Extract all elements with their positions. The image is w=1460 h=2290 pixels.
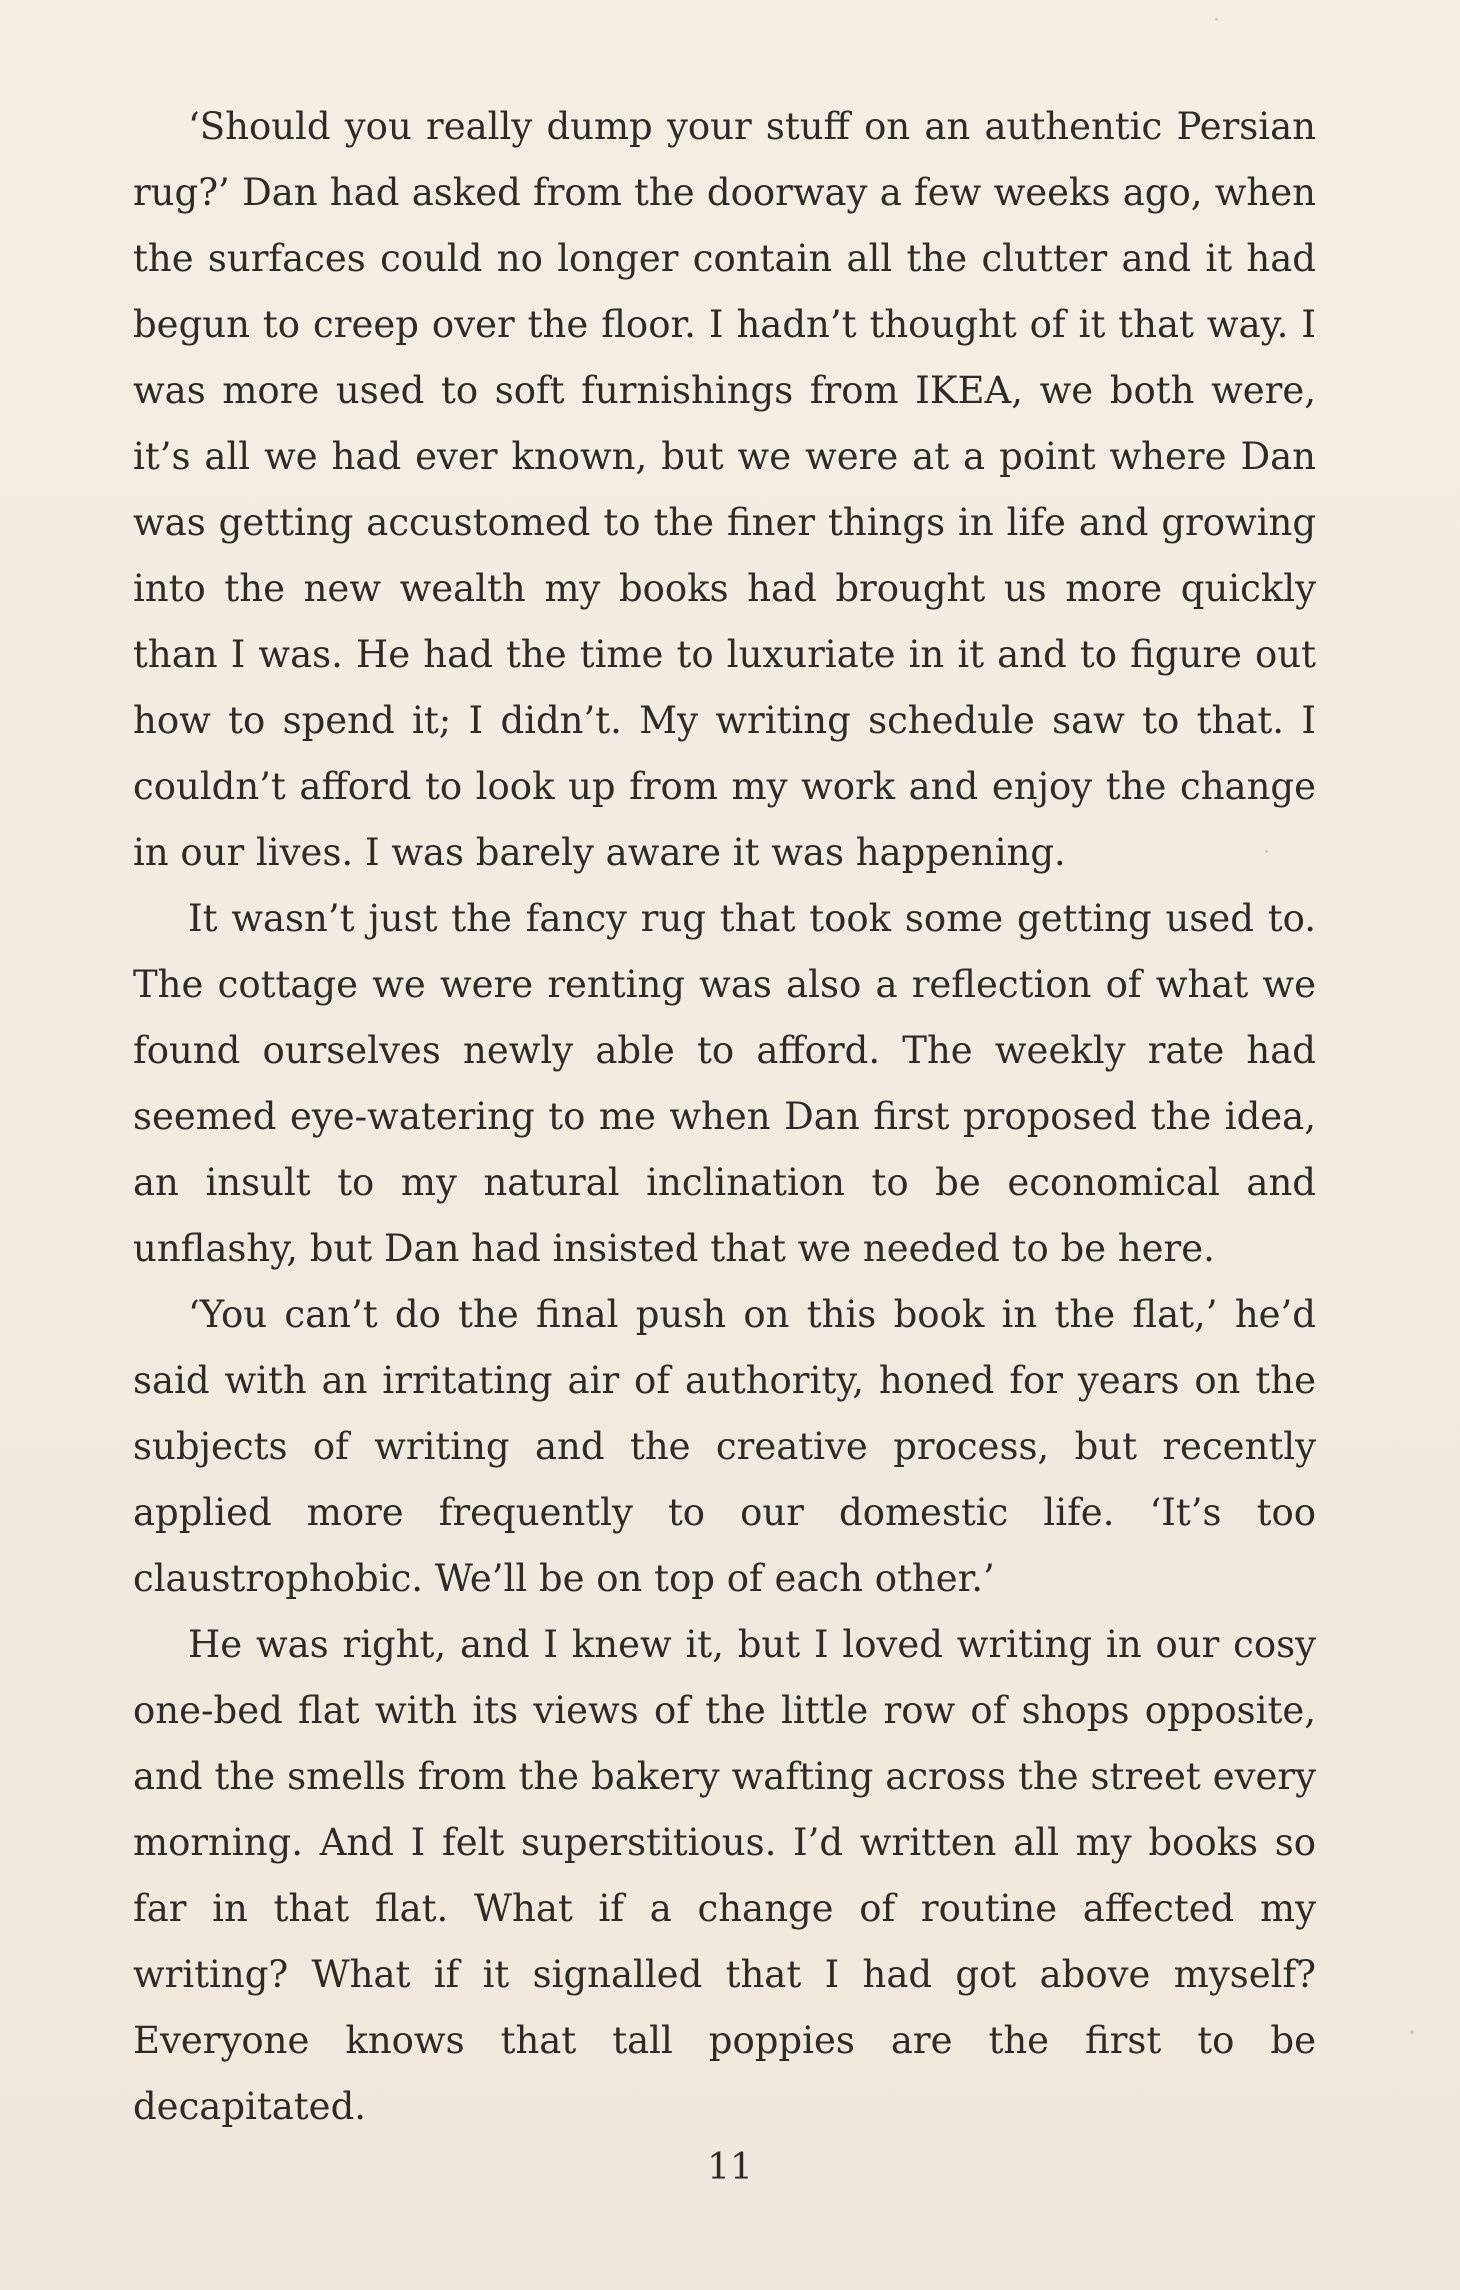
paper-speck <box>1215 18 1218 21</box>
paragraph: He was right, and I knew it, but I loved writing in our cosy one-bed flat with its views of the little row of shops opposite, and the smells from the bakery wafting across the street every morning. And I felt superstitious. I’d written all my books so far in that flat. What if a change of routine affected my writing? What if it signalled that I had got above myself? Everyone knows that tall poppies are the first to be decapitated. <box>133 1623 1316 2128</box>
paper-speck <box>1410 2030 1414 2034</box>
page-number: 11 <box>707 2147 753 2188</box>
paragraph: ‘Should you really dump your stuff on an authentic Persian rug?’ Dan had asked from the doorway a few weeks ago, when the surfaces could no longer contain all the clutter and it had begun to creep over the floor. I hadn’t thought of it that way. I was more used to soft furnishings from IKEA, we both were, it’s all we had ever known, but we were at a point where Dan was getting accustomed to the finer things in life and growing into the new wealth my books had brought us more quickly than I was. He had the time to luxuriate in it and to figure out how to spend it; I didn’t. My writing schedule saw to that. I couldn’t afford to look up from my work and enjoy the change in our lives. I was barely aware it was happening. <box>133 105 1316 874</box>
paragraph: ‘You can’t do the final push on this book in the flat,’ he’d said with an irritating air of authority, honed for years on the subjects of writing and the creative process, but recently applied more frequently to our domestic life. ‘It’s too claustrophobic. We’ll be on top of each other.’ <box>133 1293 1316 1600</box>
paragraph: It wasn’t just the fancy rug that took some getting used to. The cottage we were renting was also a reflection of what we found ourselves newly able to afford. The weekly rate had seemed eye-watering to me when Dan first proposed the idea, an insult to my natural inclination to be economical and unflashy, but Dan had insisted that we needed to be here. <box>133 897 1316 1270</box>
body-text <box>133 94 1316 2140</box>
